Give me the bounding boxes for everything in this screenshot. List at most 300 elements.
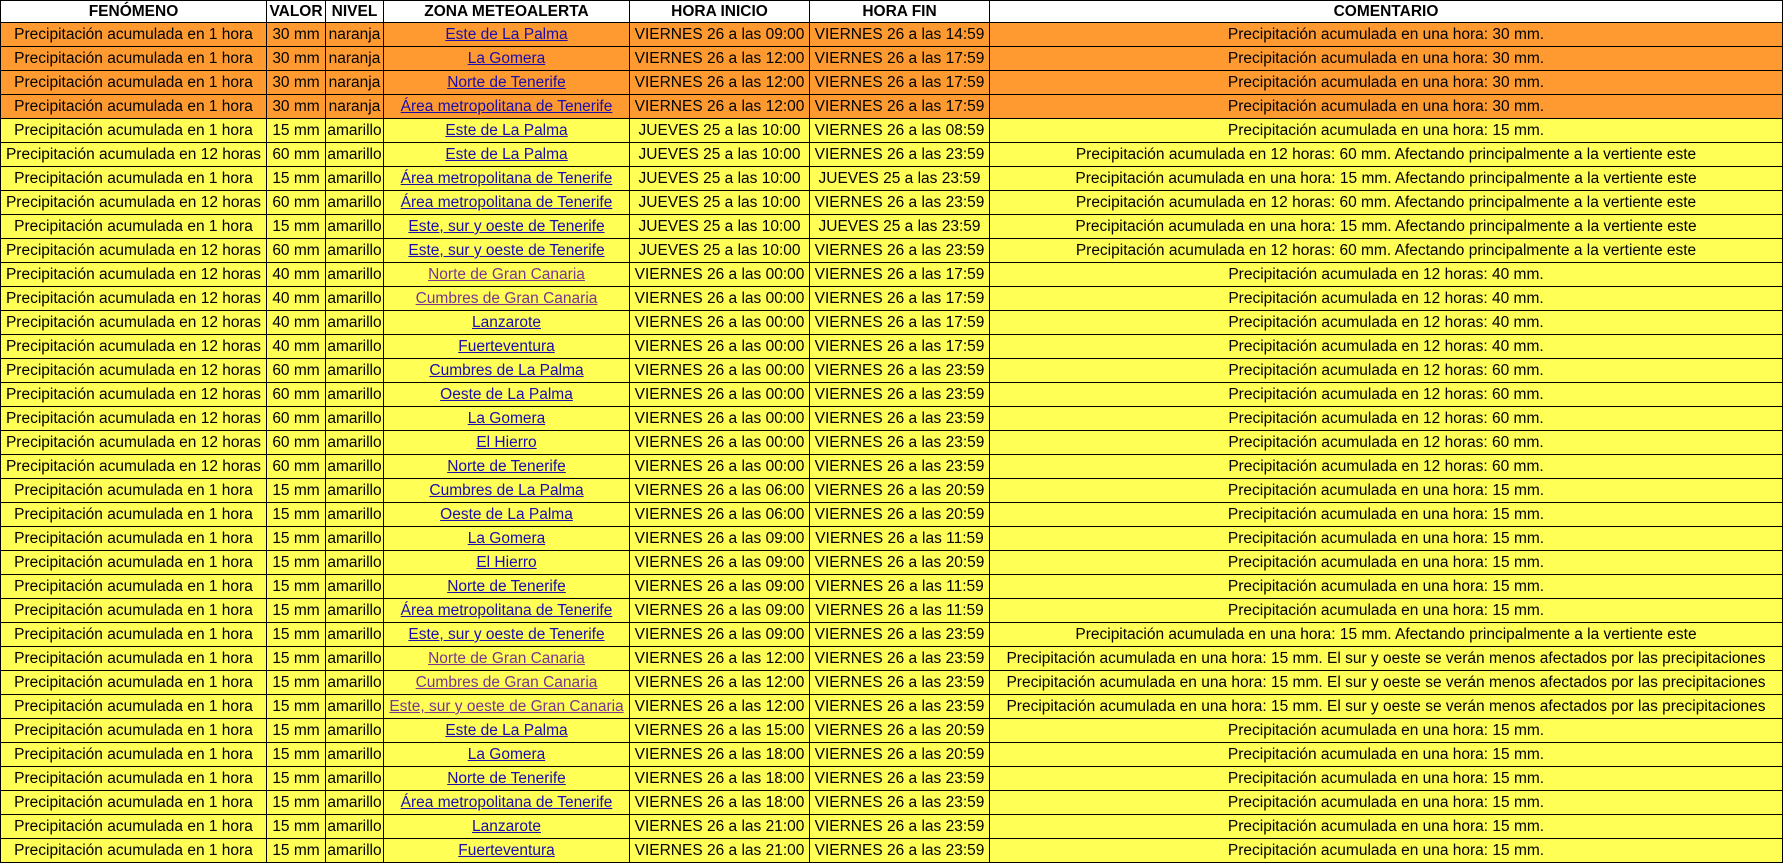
zone-link[interactable]: Este, sur y oeste de Gran Canaria — [389, 698, 624, 715]
zone-link[interactable]: Norte de Tenerife — [447, 770, 566, 787]
header-hora-inicio: HORA INICIO — [630, 1, 810, 23]
cell-valor: 15 mm — [267, 503, 326, 527]
cell-valor: 30 mm — [267, 71, 326, 95]
cell-fenomeno: Precipitación acumulada en 1 hora — [1, 791, 267, 815]
header-nivel: NIVEL — [326, 1, 384, 23]
cell-fenomeno: Precipitación acumulada en 1 hora — [1, 719, 267, 743]
cell-nivel: amarillo — [326, 719, 384, 743]
cell-comentario: Precipitación acumulada en una hora: 15 mm. Afectando principalmente a la vertiente este — [990, 215, 1783, 239]
cell-comentario: Precipitación acumulada en una hora: 15 mm. — [990, 839, 1783, 863]
table-row — [1, 47, 1783, 71]
table-row — [1, 191, 1783, 215]
cell-nivel: amarillo — [326, 647, 384, 671]
table-row — [1, 455, 1783, 479]
cell-fenomeno: Precipitación acumulada en 12 horas — [1, 287, 267, 311]
cell-comentario: Precipitación acumulada en una hora: 15 mm. — [990, 119, 1783, 143]
cell-comentario: Precipitación acumulada en 12 horas: 40 mm. — [990, 311, 1783, 335]
zone-link[interactable]: Norte de Tenerife — [447, 578, 566, 595]
header-hora-fin: HORA FIN — [810, 1, 990, 23]
cell-hora-inicio: VIERNES 26 a las 15:00 — [630, 719, 810, 743]
table-row — [1, 839, 1783, 863]
cell-valor: 40 mm — [267, 311, 326, 335]
zone-link[interactable]: La Gomera — [467, 410, 546, 427]
cell-zona — [384, 527, 630, 551]
cell-fenomeno: Precipitación acumulada en 12 horas — [1, 455, 267, 479]
cell-hora-fin: VIERNES 26 a las 20:59 — [810, 743, 990, 767]
cell-valor: 15 mm — [267, 479, 326, 503]
cell-nivel: amarillo — [326, 191, 384, 215]
cell-zona — [384, 263, 630, 287]
cell-comentario: Precipitación acumulada en 12 horas: 60 mm. Afectando principalmente a la vertiente este — [990, 191, 1783, 215]
cell-nivel: amarillo — [326, 239, 384, 263]
cell-comentario: Precipitación acumulada en una hora: 15 mm. — [990, 479, 1783, 503]
zone-link[interactable]: Área metropolitana de Tenerife — [400, 194, 613, 211]
cell-hora-fin: VIERNES 26 a las 11:59 — [810, 575, 990, 599]
zone-link[interactable]: Este, sur y oeste de Tenerife — [408, 242, 605, 259]
cell-hora-fin: JUEVES 25 a las 23:59 — [810, 167, 990, 191]
table-row — [1, 551, 1783, 575]
cell-fenomeno: Precipitación acumulada en 1 hora — [1, 695, 267, 719]
cell-hora-inicio: VIERNES 26 a las 12:00 — [630, 647, 810, 671]
zone-link[interactable]: Este de La Palma — [445, 146, 568, 163]
table-row — [1, 767, 1783, 791]
zone-link[interactable]: Este de La Palma — [445, 722, 568, 739]
cell-nivel: amarillo — [326, 551, 384, 575]
cell-valor: 15 mm — [267, 647, 326, 671]
cell-valor: 15 mm — [267, 719, 326, 743]
cell-hora-fin: VIERNES 26 a las 17:59 — [810, 335, 990, 359]
cell-fenomeno: Precipitación acumulada en 12 horas — [1, 359, 267, 383]
cell-nivel: amarillo — [326, 527, 384, 551]
cell-hora-fin: VIERNES 26 a las 20:59 — [810, 719, 990, 743]
zone-link[interactable]: Lanzarote — [472, 818, 541, 835]
cell-hora-fin: VIERNES 26 a las 08:59 — [810, 119, 990, 143]
cell-fenomeno: Precipitación acumulada en 1 hora — [1, 743, 267, 767]
cell-zona — [384, 695, 630, 719]
cell-zona — [384, 791, 630, 815]
cell-zona — [384, 383, 630, 407]
cell-nivel: naranja — [326, 71, 384, 95]
cell-zona — [384, 239, 630, 263]
cell-valor: 15 mm — [267, 599, 326, 623]
cell-hora-inicio: VIERNES 26 a las 00:00 — [630, 311, 810, 335]
cell-comentario: Precipitación acumulada en una hora: 30 mm. — [990, 47, 1783, 71]
cell-valor: 60 mm — [267, 191, 326, 215]
cell-comentario: Precipitación acumulada en una hora: 15 mm. — [990, 719, 1783, 743]
zone-link[interactable]: Área metropolitana de Tenerife — [400, 98, 613, 115]
cell-comentario: Precipitación acumulada en una hora: 15 mm. — [990, 575, 1783, 599]
cell-fenomeno: Precipitación acumulada en 1 hora — [1, 23, 267, 47]
cell-zona — [384, 839, 630, 863]
cell-valor: 15 mm — [267, 215, 326, 239]
cell-valor: 60 mm — [267, 359, 326, 383]
cell-hora-inicio: JUEVES 25 a las 10:00 — [630, 167, 810, 191]
cell-hora-inicio: VIERNES 26 a las 00:00 — [630, 383, 810, 407]
cell-valor: 15 mm — [267, 551, 326, 575]
table-row — [1, 287, 1783, 311]
zone-link[interactable]: Cumbres de La Palma — [429, 482, 584, 499]
cell-fenomeno: Precipitación acumulada en 1 hora — [1, 215, 267, 239]
cell-hora-fin: VIERNES 26 a las 23:59 — [810, 767, 990, 791]
table-row — [1, 239, 1783, 263]
cell-hora-inicio: JUEVES 25 a las 10:00 — [630, 191, 810, 215]
cell-nivel: amarillo — [326, 407, 384, 431]
cell-nivel: amarillo — [326, 695, 384, 719]
cell-hora-inicio: VIERNES 26 a las 12:00 — [630, 47, 810, 71]
cell-hora-inicio: VIERNES 26 a las 21:00 — [630, 815, 810, 839]
table-row — [1, 815, 1783, 839]
cell-valor: 15 mm — [267, 527, 326, 551]
cell-hora-fin: VIERNES 26 a las 23:59 — [810, 455, 990, 479]
table-row — [1, 335, 1783, 359]
cell-hora-fin: VIERNES 26 a las 23:59 — [810, 671, 990, 695]
cell-fenomeno: Precipitación acumulada en 1 hora — [1, 47, 267, 71]
header-valor: VALOR — [267, 1, 326, 23]
cell-fenomeno: Precipitación acumulada en 12 horas — [1, 311, 267, 335]
cell-comentario: Precipitación acumulada en una hora: 15 mm. Afectando principalmente a la vertiente este — [990, 623, 1783, 647]
cell-zona — [384, 119, 630, 143]
cell-hora-fin: VIERNES 26 a las 23:59 — [810, 815, 990, 839]
zone-link[interactable]: Norte de Tenerife — [447, 74, 566, 91]
table-row — [1, 719, 1783, 743]
cell-hora-fin: VIERNES 26 a las 20:59 — [810, 551, 990, 575]
cell-nivel: amarillo — [326, 743, 384, 767]
cell-hora-fin: VIERNES 26 a las 17:59 — [810, 263, 990, 287]
cell-fenomeno: Precipitación acumulada en 1 hora — [1, 71, 267, 95]
cell-comentario: Precipitación acumulada en una hora: 15 mm. El sur y oeste se verán menos afectados por las precipitaciones — [990, 695, 1783, 719]
zone-link[interactable]: Fuerteventura — [458, 842, 555, 859]
cell-zona — [384, 71, 630, 95]
table-row — [1, 671, 1783, 695]
cell-nivel: amarillo — [326, 503, 384, 527]
cell-zona — [384, 143, 630, 167]
cell-hora-inicio: VIERNES 26 a las 21:00 — [630, 839, 810, 863]
cell-fenomeno: Precipitación acumulada en 1 hora — [1, 815, 267, 839]
cell-fenomeno: Precipitación acumulada en 1 hora — [1, 671, 267, 695]
cell-valor: 60 mm — [267, 383, 326, 407]
cell-hora-inicio: VIERNES 26 a las 12:00 — [630, 95, 810, 119]
cell-hora-fin: VIERNES 26 a las 23:59 — [810, 191, 990, 215]
zone-link[interactable]: La Gomera — [467, 530, 546, 547]
zone-link[interactable]: La Gomera — [467, 746, 546, 763]
cell-nivel: amarillo — [326, 671, 384, 695]
zone-link[interactable]: Cumbres de Gran Canaria — [415, 290, 598, 307]
cell-valor: 60 mm — [267, 455, 326, 479]
cell-zona — [384, 359, 630, 383]
cell-comentario: Precipitación acumulada en una hora: 15 mm. — [990, 503, 1783, 527]
header-comentario: COMENTARIO — [990, 1, 1783, 23]
cell-zona — [384, 671, 630, 695]
cell-hora-inicio: VIERNES 26 a las 00:00 — [630, 431, 810, 455]
table-row — [1, 527, 1783, 551]
cell-nivel: amarillo — [326, 839, 384, 863]
cell-nivel: amarillo — [326, 455, 384, 479]
cell-zona — [384, 647, 630, 671]
table-row — [1, 359, 1783, 383]
cell-hora-fin: VIERNES 26 a las 14:59 — [810, 23, 990, 47]
cell-valor: 40 mm — [267, 287, 326, 311]
cell-comentario: Precipitación acumulada en una hora: 15 mm. — [990, 599, 1783, 623]
zone-link[interactable]: Cumbres de La Palma — [429, 362, 584, 379]
cell-valor: 15 mm — [267, 767, 326, 791]
zone-link[interactable]: Este, sur y oeste de Tenerife — [408, 218, 605, 235]
cell-nivel: amarillo — [326, 287, 384, 311]
cell-hora-inicio: JUEVES 25 a las 10:00 — [630, 239, 810, 263]
cell-comentario: Precipitación acumulada en una hora: 15 mm. — [990, 791, 1783, 815]
cell-zona — [384, 815, 630, 839]
cell-nivel: amarillo — [326, 767, 384, 791]
cell-comentario: Precipitación acumulada en 12 horas: 40 mm. — [990, 263, 1783, 287]
cell-valor: 15 mm — [267, 839, 326, 863]
cell-hora-inicio: JUEVES 25 a las 10:00 — [630, 215, 810, 239]
zone-link[interactable]: Cumbres de Gran Canaria — [415, 674, 598, 691]
cell-fenomeno: Precipitación acumulada en 1 hora — [1, 95, 267, 119]
cell-valor: 60 mm — [267, 239, 326, 263]
cell-hora-inicio: VIERNES 26 a las 09:00 — [630, 575, 810, 599]
cell-comentario: Precipitación acumulada en una hora: 30 mm. — [990, 23, 1783, 47]
zone-link[interactable]: Oeste de La Palma — [440, 386, 573, 403]
cell-hora-fin: VIERNES 26 a las 11:59 — [810, 527, 990, 551]
table-row — [1, 23, 1783, 47]
cell-valor: 15 mm — [267, 695, 326, 719]
cell-hora-inicio: VIERNES 26 a las 06:00 — [630, 503, 810, 527]
cell-fenomeno: Precipitación acumulada en 12 horas — [1, 431, 267, 455]
table-row — [1, 599, 1783, 623]
cell-nivel: amarillo — [326, 479, 384, 503]
cell-hora-inicio: VIERNES 26 a las 12:00 — [630, 671, 810, 695]
zone-link[interactable]: Este, sur y oeste de Tenerife — [408, 626, 605, 643]
cell-zona — [384, 479, 630, 503]
cell-nivel: amarillo — [326, 215, 384, 239]
cell-zona — [384, 455, 630, 479]
cell-hora-fin: VIERNES 26 a las 11:59 — [810, 599, 990, 623]
table-row — [1, 431, 1783, 455]
table-row — [1, 503, 1783, 527]
cell-valor: 15 mm — [267, 167, 326, 191]
cell-fenomeno: Precipitación acumulada en 1 hora — [1, 479, 267, 503]
cell-nivel: amarillo — [326, 119, 384, 143]
cell-zona — [384, 335, 630, 359]
cell-nivel: amarillo — [326, 167, 384, 191]
cell-hora-fin: VIERNES 26 a las 17:59 — [810, 47, 990, 71]
table-row — [1, 791, 1783, 815]
cell-fenomeno: Precipitación acumulada en 1 hora — [1, 623, 267, 647]
cell-hora-inicio: JUEVES 25 a las 10:00 — [630, 119, 810, 143]
zone-link[interactable]: Norte de Gran Canaria — [428, 650, 585, 667]
cell-fenomeno: Precipitación acumulada en 12 horas — [1, 143, 267, 167]
cell-valor: 15 mm — [267, 575, 326, 599]
cell-comentario: Precipitación acumulada en una hora: 15 mm. Afectando principalmente a la vertiente este — [990, 167, 1783, 191]
cell-valor: 60 mm — [267, 431, 326, 455]
cell-nivel: amarillo — [326, 599, 384, 623]
cell-zona — [384, 311, 630, 335]
cell-hora-inicio: VIERNES 26 a las 09:00 — [630, 623, 810, 647]
cell-valor: 15 mm — [267, 119, 326, 143]
cell-nivel: amarillo — [326, 815, 384, 839]
table-row — [1, 575, 1783, 599]
cell-nivel: amarillo — [326, 143, 384, 167]
cell-valor: 60 mm — [267, 407, 326, 431]
cell-comentario: Precipitación acumulada en 12 horas: 60 mm. — [990, 431, 1783, 455]
cell-nivel: amarillo — [326, 359, 384, 383]
cell-zona — [384, 431, 630, 455]
cell-valor: 30 mm — [267, 47, 326, 71]
cell-valor: 15 mm — [267, 791, 326, 815]
cell-valor: 60 mm — [267, 143, 326, 167]
cell-comentario: Precipitación acumulada en 12 horas: 60 mm. Afectando principalmente a la vertiente este — [990, 239, 1783, 263]
cell-nivel: naranja — [326, 47, 384, 71]
cell-zona — [384, 167, 630, 191]
cell-fenomeno: Precipitación acumulada en 12 horas — [1, 191, 267, 215]
zone-link[interactable]: Área metropolitana de Tenerife — [400, 602, 613, 619]
cell-zona — [384, 719, 630, 743]
cell-hora-inicio: VIERNES 26 a las 18:00 — [630, 743, 810, 767]
cell-hora-fin: VIERNES 26 a las 23:59 — [810, 239, 990, 263]
cell-comentario: Precipitación acumulada en una hora: 15 mm. — [990, 743, 1783, 767]
cell-fenomeno: Precipitación acumulada en 1 hora — [1, 551, 267, 575]
cell-zona — [384, 215, 630, 239]
cell-comentario: Precipitación acumulada en 12 horas: 60 mm. Afectando principalmente a la vertiente este — [990, 143, 1783, 167]
cell-hora-inicio: VIERNES 26 a las 06:00 — [630, 479, 810, 503]
cell-zona — [384, 95, 630, 119]
cell-hora-inicio: VIERNES 26 a las 00:00 — [630, 263, 810, 287]
table-row — [1, 479, 1783, 503]
cell-nivel: amarillo — [326, 575, 384, 599]
cell-hora-fin: VIERNES 26 a las 23:59 — [810, 791, 990, 815]
cell-comentario: Precipitación acumulada en una hora: 30 mm. — [990, 71, 1783, 95]
cell-zona — [384, 767, 630, 791]
zone-link[interactable]: El Hierro — [476, 434, 537, 451]
cell-nivel: amarillo — [326, 335, 384, 359]
cell-hora-inicio: VIERNES 26 a las 09:00 — [630, 23, 810, 47]
cell-fenomeno: Precipitación acumulada en 1 hora — [1, 767, 267, 791]
cell-hora-fin: VIERNES 26 a las 20:59 — [810, 503, 990, 527]
zone-link[interactable]: Este de La Palma — [445, 122, 568, 139]
zone-link[interactable]: Oeste de La Palma — [440, 506, 573, 523]
header-zona: ZONA METEOALERTA — [384, 1, 630, 23]
zone-link[interactable]: El Hierro — [476, 554, 537, 571]
cell-hora-fin: JUEVES 25 a las 23:59 — [810, 215, 990, 239]
cell-fenomeno: Precipitación acumulada en 1 hora — [1, 167, 267, 191]
cell-comentario: Precipitación acumulada en 12 horas: 60 mm. — [990, 359, 1783, 383]
cell-hora-inicio: VIERNES 26 a las 12:00 — [630, 695, 810, 719]
cell-hora-inicio: VIERNES 26 a las 12:00 — [630, 71, 810, 95]
cell-nivel: amarillo — [326, 383, 384, 407]
zone-link[interactable]: Área metropolitana de Tenerife — [400, 170, 613, 187]
cell-zona — [384, 503, 630, 527]
cell-hora-fin: VIERNES 26 a las 23:59 — [810, 431, 990, 455]
cell-comentario: Precipitación acumulada en una hora: 15 mm. — [990, 767, 1783, 791]
alerts-body — [1, 23, 1783, 863]
zone-link[interactable]: Norte de Gran Canaria — [428, 266, 585, 283]
cell-comentario: Precipitación acumulada en 12 horas: 60 mm. — [990, 407, 1783, 431]
cell-zona — [384, 575, 630, 599]
zone-link[interactable]: Área metropolitana de Tenerife — [400, 794, 613, 811]
header-fenomeno: FENÓMENO — [1, 1, 267, 23]
cell-hora-inicio: VIERNES 26 a las 18:00 — [630, 767, 810, 791]
cell-comentario: Precipitación acumulada en una hora: 15 mm. El sur y oeste se verán menos afectados por las precipitaciones — [990, 671, 1783, 695]
zone-link[interactable]: Fuerteventura — [458, 338, 555, 355]
cell-comentario: Precipitación acumulada en 12 horas: 60 mm. — [990, 455, 1783, 479]
cell-comentario: Precipitación acumulada en una hora: 30 mm. — [990, 95, 1783, 119]
cell-hora-inicio: VIERNES 26 a las 18:00 — [630, 791, 810, 815]
table-row — [1, 71, 1783, 95]
zone-link[interactable]: Lanzarote — [472, 314, 541, 331]
cell-comentario: Precipitación acumulada en una hora: 15 mm. El sur y oeste se verán menos afectados por las precipitaciones — [990, 647, 1783, 671]
cell-fenomeno: Precipitación acumulada en 12 horas — [1, 239, 267, 263]
cell-fenomeno: Precipitación acumulada en 12 horas — [1, 263, 267, 287]
cell-valor: 30 mm — [267, 23, 326, 47]
zone-link[interactable]: La Gomera — [467, 50, 546, 67]
cell-valor: 15 mm — [267, 743, 326, 767]
cell-comentario: Precipitación acumulada en una hora: 15 mm. — [990, 551, 1783, 575]
cell-fenomeno: Precipitación acumulada en 12 horas — [1, 407, 267, 431]
cell-nivel: amarillo — [326, 791, 384, 815]
zone-link[interactable]: Este de La Palma — [445, 26, 568, 43]
cell-valor: 40 mm — [267, 263, 326, 287]
cell-hora-inicio: VIERNES 26 a las 00:00 — [630, 455, 810, 479]
cell-hora-inicio: VIERNES 26 a las 00:00 — [630, 287, 810, 311]
cell-valor: 30 mm — [267, 95, 326, 119]
cell-hora-fin: VIERNES 26 a las 23:59 — [810, 359, 990, 383]
cell-zona — [384, 191, 630, 215]
cell-hora-inicio: VIERNES 26 a las 00:00 — [630, 407, 810, 431]
cell-zona — [384, 47, 630, 71]
cell-fenomeno: Precipitación acumulada en 12 horas — [1, 383, 267, 407]
cell-nivel: amarillo — [326, 623, 384, 647]
cell-hora-inicio: VIERNES 26 a las 09:00 — [630, 551, 810, 575]
table-row — [1, 263, 1783, 287]
cell-hora-inicio: VIERNES 26 a las 00:00 — [630, 335, 810, 359]
cell-zona — [384, 599, 630, 623]
cell-hora-fin: VIERNES 26 a las 17:59 — [810, 311, 990, 335]
cell-fenomeno: Precipitación acumulada en 1 hora — [1, 119, 267, 143]
cell-nivel: naranja — [326, 23, 384, 47]
cell-zona — [384, 743, 630, 767]
cell-hora-inicio: VIERNES 26 a las 09:00 — [630, 527, 810, 551]
cell-zona — [384, 407, 630, 431]
cell-nivel: amarillo — [326, 263, 384, 287]
cell-hora-fin: VIERNES 26 a las 23:59 — [810, 839, 990, 863]
cell-hora-fin: VIERNES 26 a las 17:59 — [810, 287, 990, 311]
table-row — [1, 95, 1783, 119]
table-row — [1, 407, 1783, 431]
cell-fenomeno: Precipitación acumulada en 1 hora — [1, 503, 267, 527]
cell-comentario: Precipitación acumulada en 12 horas: 60 mm. — [990, 383, 1783, 407]
cell-comentario: Precipitación acumulada en una hora: 15 mm. — [990, 527, 1783, 551]
cell-comentario: Precipitación acumulada en 12 horas: 40 mm. — [990, 335, 1783, 359]
zone-link[interactable]: Norte de Tenerife — [447, 458, 566, 475]
cell-zona — [384, 551, 630, 575]
table-row — [1, 143, 1783, 167]
cell-comentario: Precipitación acumulada en 12 horas: 40 mm. — [990, 287, 1783, 311]
cell-fenomeno: Precipitación acumulada en 1 hora — [1, 527, 267, 551]
cell-hora-inicio: VIERNES 26 a las 00:00 — [630, 359, 810, 383]
cell-hora-fin: VIERNES 26 a las 23:59 — [810, 647, 990, 671]
table-row — [1, 695, 1783, 719]
cell-hora-fin: VIERNES 26 a las 17:59 — [810, 95, 990, 119]
cell-zona — [384, 287, 630, 311]
cell-hora-fin: VIERNES 26 a las 23:59 — [810, 623, 990, 647]
table-row — [1, 647, 1783, 671]
cell-hora-fin: VIERNES 26 a las 17:59 — [810, 71, 990, 95]
cell-nivel: naranja — [326, 95, 384, 119]
table-row — [1, 311, 1783, 335]
cell-nivel: amarillo — [326, 431, 384, 455]
cell-comentario: Precipitación acumulada en una hora: 15 mm. — [990, 815, 1783, 839]
cell-fenomeno: Precipitación acumulada en 1 hora — [1, 839, 267, 863]
cell-hora-fin: VIERNES 26 a las 23:59 — [810, 143, 990, 167]
